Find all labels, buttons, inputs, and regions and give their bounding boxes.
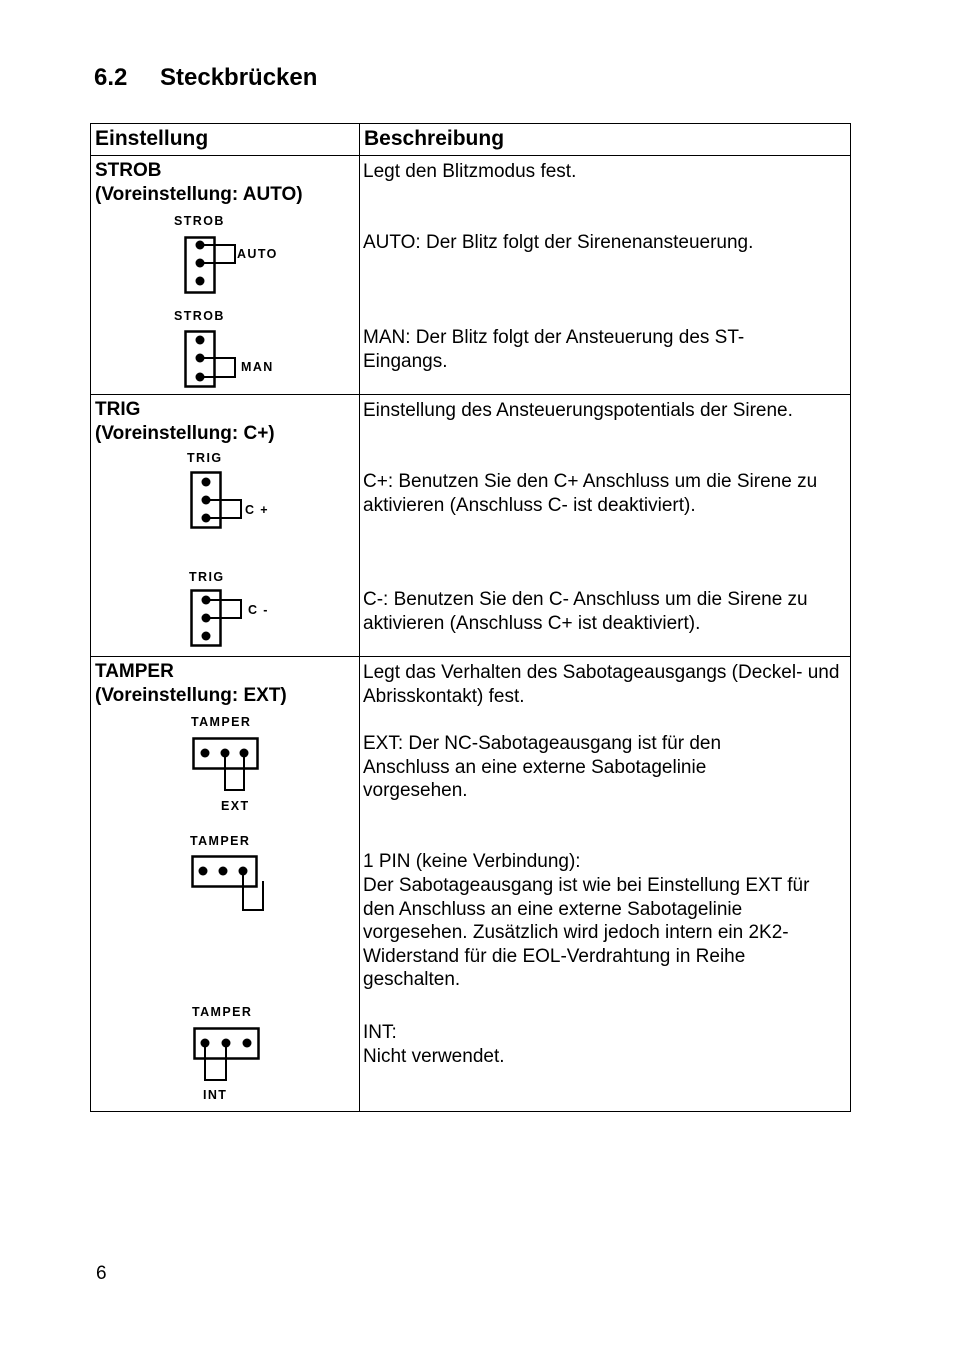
description-text: MAN: Der Blitz folgt der Ansteuerung des ST-Eingangs. bbox=[363, 327, 745, 372]
diagram-header-trig-cplus: TRIG bbox=[187, 451, 223, 465]
section-number: 6.2 bbox=[94, 64, 128, 91]
setting-cell-trig bbox=[91, 395, 360, 657]
diagram-label-man: MAN bbox=[241, 360, 274, 374]
section-heading bbox=[94, 64, 317, 92]
header-description: Beschreibung bbox=[360, 124, 851, 156]
diagram-header-strob-auto: STROB bbox=[174, 214, 225, 228]
diagram-label-int: INT bbox=[203, 1088, 228, 1102]
diagram-header-strob-man: STROB bbox=[174, 309, 225, 323]
diagram-label-auto: AUTO bbox=[237, 247, 278, 261]
section-title: Steckbrücken bbox=[160, 64, 318, 91]
description-text: 1 PIN (keine Verbindung): bbox=[363, 851, 581, 872]
description-cell-trig bbox=[360, 395, 851, 657]
diagram-header-tamper-ext: TAMPER bbox=[191, 715, 252, 729]
setting-default-tamper: (Voreinstellung: EXT) bbox=[95, 685, 287, 706]
description-text: C+: Benutzen Sie den C+ Anschluss um die Sirene zu aktivieren (Anschluss C- ist deaktiviert). bbox=[363, 471, 818, 516]
setting-name-tamper: TAMPER bbox=[95, 661, 174, 682]
diagram-label-cminus: C - bbox=[248, 603, 269, 617]
setting-default-strob: (Voreinstellung: AUTO) bbox=[95, 184, 303, 205]
jumper-table bbox=[90, 123, 851, 1112]
diagram-label-cplus: C + bbox=[245, 503, 269, 517]
description-text: Der Sabotageausgang ist wie bei Einstellung EXT für den Anschluss an eine externe Sabotagelinie vorgesehen. Zusätzlich wird jedoch intern ein 2K2-Widerstand für die EOL-Verdrahtung in Reihe geschalten. bbox=[363, 875, 810, 990]
jumper-diagram-trig-cminus bbox=[187, 589, 247, 651]
table-row-strob bbox=[91, 156, 851, 395]
jumper-diagram-tamper-1pin bbox=[190, 854, 270, 916]
diagram-header-tamper-1pin: TAMPER bbox=[190, 834, 251, 848]
jumper-diagram-strob-man bbox=[181, 330, 241, 392]
header-setting: Einstellung bbox=[91, 124, 360, 156]
description-cell-tamper bbox=[360, 657, 851, 1112]
table-row-tamper bbox=[91, 657, 851, 1112]
setting-name-strob: STROB bbox=[95, 160, 162, 181]
jumper-diagram-trig-cplus bbox=[187, 471, 247, 533]
description-text: Legt das Verhalten des Sabotageausgangs (Deckel- und Abrisskontakt) fest. bbox=[363, 662, 840, 707]
description-text: Nicht verwendet. bbox=[363, 1046, 505, 1067]
jumper-diagram-tamper-ext bbox=[191, 736, 261, 796]
page-number: 6 bbox=[96, 1263, 107, 1284]
description-cell-strob bbox=[360, 156, 851, 395]
jumper-diagram-strob-auto bbox=[181, 236, 241, 298]
diagram-header-tamper-int: TAMPER bbox=[192, 1005, 253, 1019]
description-text: C-: Benutzen Sie den C- Anschluss um die Sirene zu aktivieren (Anschluss C+ ist deaktiviert). bbox=[363, 589, 808, 634]
diagram-label-ext: EXT bbox=[221, 799, 250, 813]
description-text: AUTO: Der Blitz folgt der Sirenenansteuerung. bbox=[363, 232, 754, 253]
description-text: EXT: Der NC-Sabotageausgang ist für den Anschluss an eine externe Sabotagelinie vorgesehen. bbox=[363, 733, 722, 801]
setting-cell-tamper bbox=[91, 657, 360, 1112]
table-row-trig bbox=[91, 395, 851, 657]
setting-name-trig: TRIG bbox=[95, 399, 141, 420]
jumper-diagram-tamper-int bbox=[192, 1026, 262, 1086]
setting-default-trig: (Voreinstellung: C+) bbox=[95, 423, 275, 444]
description-text: Einstellung des Ansteuerungspotentials der Sirene. bbox=[363, 400, 793, 421]
table-header-row bbox=[91, 124, 851, 156]
diagram-header-trig-cminus: TRIG bbox=[189, 570, 225, 584]
description-text: Legt den Blitzmodus fest. bbox=[363, 161, 577, 182]
setting-cell-strob bbox=[91, 156, 360, 395]
description-text: INT: bbox=[363, 1022, 397, 1043]
